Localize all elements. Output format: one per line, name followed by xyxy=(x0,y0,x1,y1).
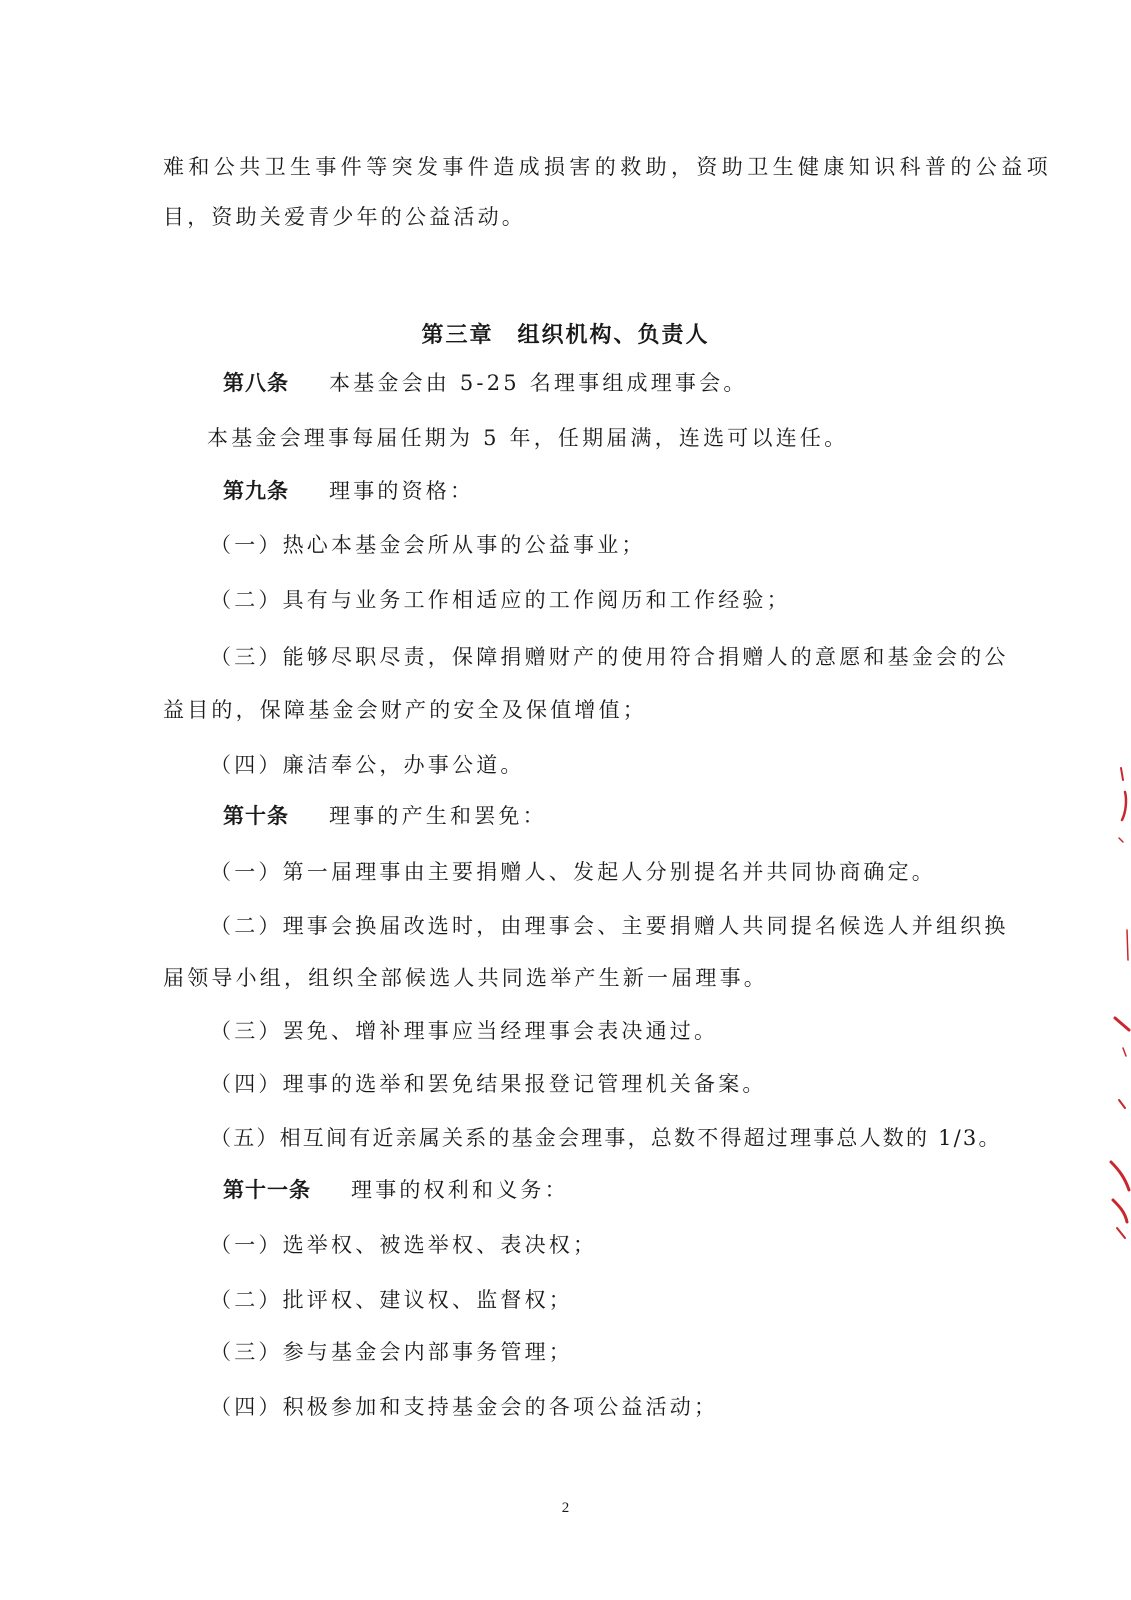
article-9 xyxy=(223,481,474,502)
list-item: （五）相互间有近亲属关系的基金会理事，总数不得超过理事总人数的 1/3。 xyxy=(210,1126,1002,1150)
list-item: （三）罢免、增补理事应当经理事会表决通过。 xyxy=(210,1019,719,1043)
list-item: （二）具有与业务工作相适应的工作阅历和工作经验； xyxy=(210,588,791,612)
paragraph-line: 难和公共卫生事件等突发事件造成损害的救助，资助卫生健康知识科普的公益项 xyxy=(163,155,1052,179)
list-item: （四）廉洁奉公，办事公道。 xyxy=(210,753,525,777)
article-text: 理事的权利和义务： xyxy=(351,1178,569,1202)
list-item: （四）积极参加和支持基金会的各项公益活动； xyxy=(210,1395,719,1419)
list-item: 届领导小组，组织全部候选人共同选举产生新一届理事。 xyxy=(163,966,768,990)
list-item: （四）理事的选举和罢免结果报登记管理机关备案。 xyxy=(210,1072,767,1096)
article-11 xyxy=(223,1180,569,1201)
article-label: 第十一条 xyxy=(223,1178,311,1202)
article-text: 理事的资格： xyxy=(329,479,475,503)
list-item: （二）理事会换届改选时，由理事会、主要捐赠人共同提名候选人并组织换 xyxy=(210,914,1009,938)
seal-stamp-edge xyxy=(1105,760,1131,1240)
article-text: 本基金会由 5-25 名理事组成理事会。 xyxy=(329,371,748,395)
paragraph-line: 目，资助关爱青少年的公益活动。 xyxy=(163,205,526,229)
list-item: （三）参与基金会内部事务管理； xyxy=(210,1340,573,1364)
list-item: 益目的，保障基金会财产的安全及保值增值； xyxy=(163,698,647,722)
article-8 xyxy=(223,373,748,394)
list-item: （三）能够尽职尽责，保障捐赠财产的使用符合捐赠人的意愿和基金会的公 xyxy=(210,645,1009,669)
article-label: 第八条 xyxy=(223,371,289,395)
article-text: 理事的产生和罢免： xyxy=(329,804,547,828)
list-item: （二）批评权、建议权、监督权； xyxy=(210,1288,573,1312)
article-label: 第九条 xyxy=(223,479,289,503)
list-item: （一）选举权、被选举权、表决权； xyxy=(210,1233,598,1257)
chapter-title: 第三章 组织机构、负责人 xyxy=(421,322,710,348)
article-8-continuation: 本基金会理事每届任期为 5 年，任期届满，连选可以连任。 xyxy=(207,426,849,450)
page-number: 2 xyxy=(561,1500,570,1516)
article-label: 第十条 xyxy=(223,804,289,828)
article-10 xyxy=(223,806,547,827)
list-item: （一）热心本基金会所从事的公益事业； xyxy=(210,533,646,557)
list-item: （一）第一届理事由主要捐赠人、发起人分别提名并共同协商确定。 xyxy=(210,860,936,884)
